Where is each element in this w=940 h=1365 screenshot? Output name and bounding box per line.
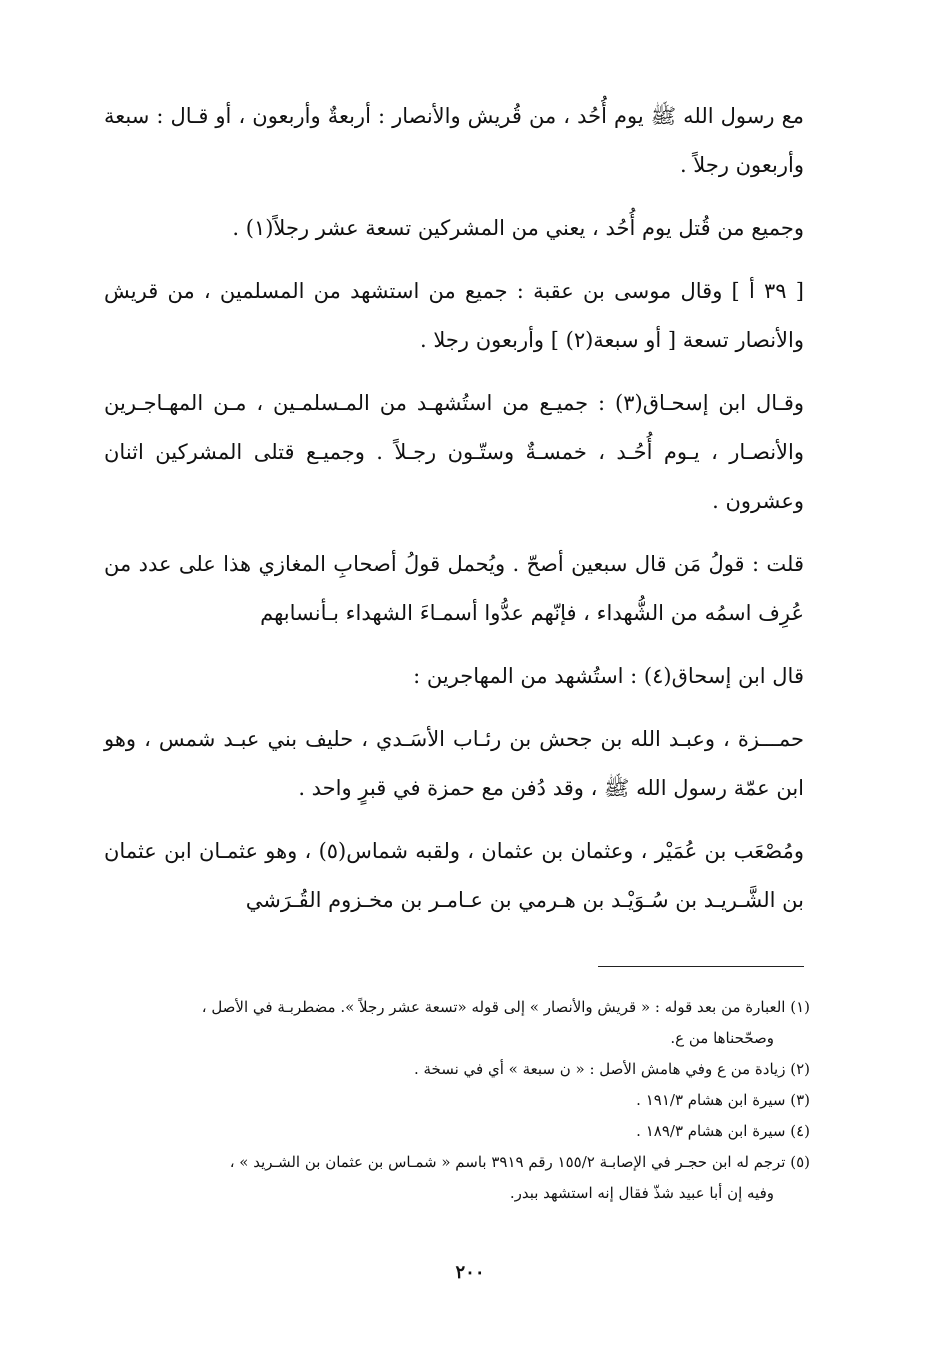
footnote-5-continuation: وفيه إن أبا عبيد شذّ فقال إنه استشهد ببدر. (509, 1184, 774, 1202)
footnote-1-continuation: وصحّحناها من ع. (670, 1029, 774, 1047)
paragraph-2: وجميع من قُتل يوم أُحُد ، يعني من المشركين تسعة عشر رجلاً(١) . (232, 216, 804, 240)
paragraph-7: حمـــزة ، وعبـد الله بن جحش بن رئـاب الأسَـدي ، حليف بني عبـد شمس ، وهو ابن عمّة رسول الله ﷺ ، وقد دُفن مع حمزة في قبرٍ واحد . (104, 727, 804, 800)
paragraph-1: مع رسول الله ﷺ يوم أُحُد ، من قُريش والأنصار : أربعةٌ وأربعون ، أو قـال : سبعة وأربعون رجلاً . (104, 104, 804, 177)
footnote-separator (598, 966, 804, 967)
footnotes (104, 992, 810, 1209)
paragraph-6: قال ابن إسحاق(٤) : استُشهد من المهاجرين : (413, 664, 804, 688)
footnote-4: (٤) سيرة ابن هشام ١٨٩/٣ . (636, 1122, 810, 1140)
footnote-3: (٣) سيرة ابن هشام ١٩١/٣ . (636, 1091, 810, 1109)
footnote-2: (٢) زيادة من ع وفي هامش الأصل : « ن سبعة » أي في نسخة . (413, 1060, 810, 1078)
paragraph-5: قلت : قولُ مَن قال سبعين أصحّ . ويُحمل قولُ أصحابِ المغازي هذا على عدد من عُرِف اسمُه من الشُّهداء ، فإنّهم عدُّوا أسمـاءَ الشهداء بـأنسابهم (104, 552, 804, 625)
page-number: ٢٠٠ (455, 1262, 485, 1283)
paragraph-3: [ ٣٩ أ ] وقال موسى بن عقبة : جميع من استشهد من المسلمين ، من قريش والأنصار تسعة [ أو سبعة(٢) ] وأربعون رجلا . (104, 279, 805, 352)
footnote-5: (٥) ترجم له ابن حجـر في الإصابـة ١٥٥/٢ رقم ٣٩١٩ باسم « شمـاس بن عثمان بن الشـريد » ، (229, 1153, 810, 1171)
paragraph-8: ومُصْعَب بن عُمَيْر ، وعثمان بن عثمان ، ولقبه شماس(٥) ، وهو عثمـان ابن عثمان بن الشَّـريـد بن سُـوَيْـد بن هـرمي بن عـامـر بن مخـزوم القُـرَشي (104, 839, 804, 912)
paragraph-4: وقـال ابن إسحـاق(٣) : جميـع من استُشهـد من المـسلمـين ، مـن المهـاجـرين والأنصـار ، يـوم أُحُـد ، خمسـةٌ وستّـون رجـلاً . وجميـع قتلى المشركين اثنان وعشرون . (104, 391, 804, 513)
main-text (104, 92, 804, 939)
footnote-1: (١) العبارة من بعد قوله : « قريش والأنصار » إلى قوله «تسعة عشر رجلاً ». مضطربـة في الأصل ، (201, 998, 810, 1016)
